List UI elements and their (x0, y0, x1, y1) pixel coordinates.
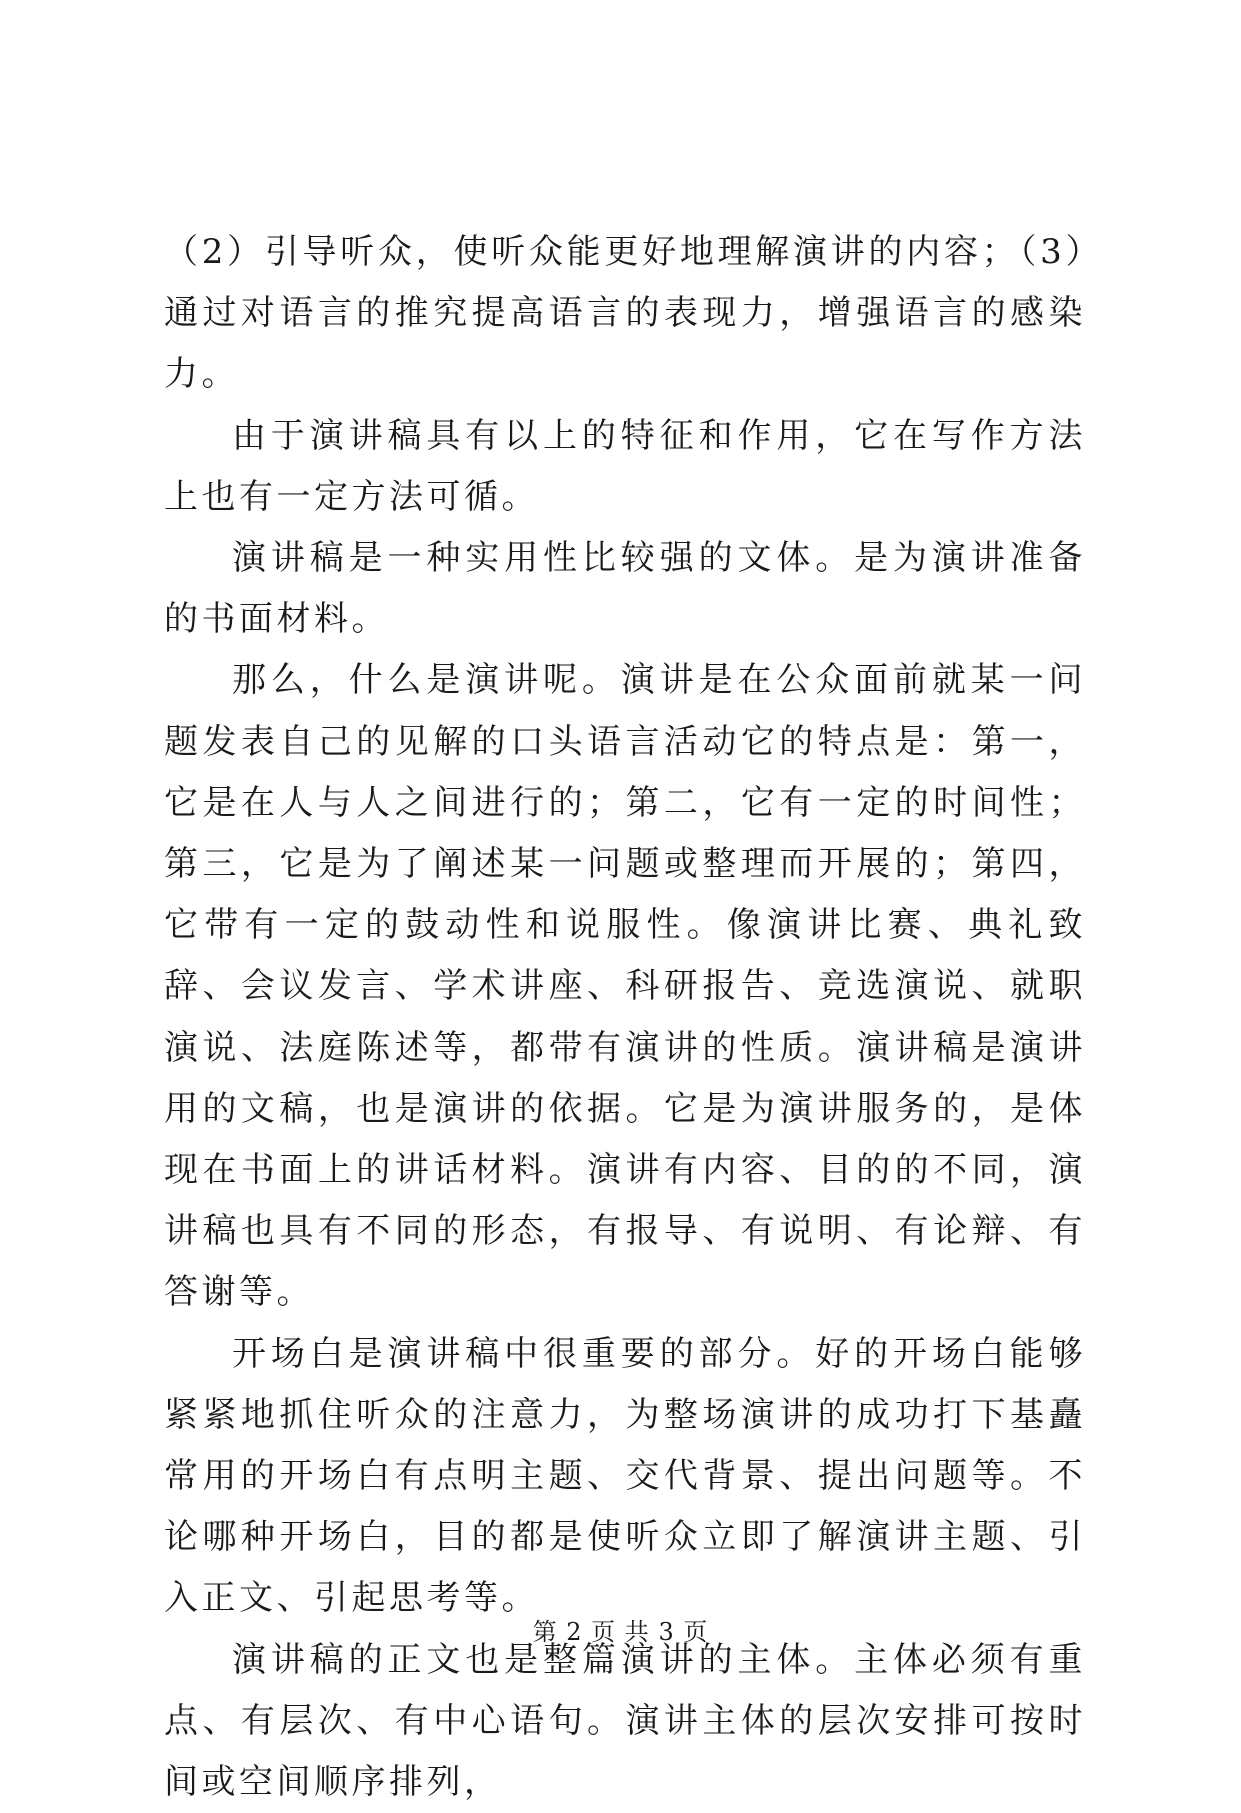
page-number-footer: 第 2 页 共 3 页 (532, 1618, 709, 1646)
paragraph: 演讲稿是一种实用性比较强的文体。是为演讲准备的书面材料。 (164, 538, 1086, 640)
paragraph: 那么，什么是演讲呢。演讲是在公众面前就某一问题发表自己的见解的口头语言活动它的特点是：第一，它是在人与人之间进行的；第二，它有一定的时间性；第三，它是为了阐述某一问题或整理而开展的；第四，它带有一定的鼓动性和说服性。像演讲比赛、典礼致辞、会议发言、学术讲座、科研报告、竞选演说、就职演说、法庭陈述等，都带有演讲的性质。演讲稿是演讲用的文稿，也是演讲的依据。它是为演讲服务的，是体现在书面上的讲话材料。演讲有内容、目的的不同，演讲稿也具有不同的形态，有报导、有说明、有论辩、有答谢等。 (164, 660, 1086, 1313)
paragraph: 演讲稿的正文也是整篇演讲的主体。主体必须有重点、有层次、有中心语句。演讲主体的层次安排可按时间或空间顺序排列， (164, 1639, 1086, 1803)
paragraph: 开场白是演讲稿中很重要的部分。好的开场白能够紧紧地抓住听众的注意力，为整场演讲的成功打下基矗常用的开场白有点明主题、交代背景、提出问题等。不论哪种开场白，目的都是使听众立即了解演讲主题、引入正文、引起思考等。 (164, 1333, 1086, 1619)
document-body (164, 222, 1086, 1813)
paragraph: （2）引导听众，使听众能更好地理解演讲的内容；（3）通过对语言的推究提高语言的表现力，增强语言的感染力。 (164, 232, 1086, 395)
paragraph: 由于演讲稿具有以上的特征和作用，它在写作方法上也有一定方法可循。 (164, 415, 1086, 517)
